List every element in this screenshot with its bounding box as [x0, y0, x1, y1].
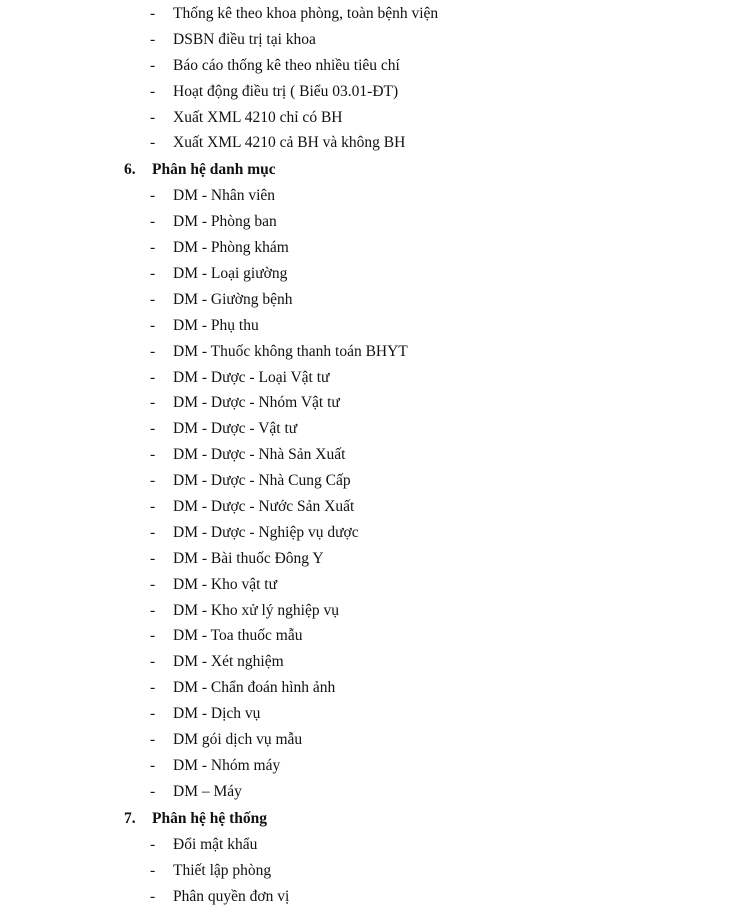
list-bullet-dash: -: [150, 239, 156, 257]
list-bullet-dash: -: [150, 498, 156, 516]
list-bullet-dash: -: [150, 265, 156, 283]
list-bullet-dash: -: [150, 523, 156, 541]
list-item: [0, 884, 750, 910]
list-bullet-dash: -: [150, 342, 156, 360]
list-item: [0, 339, 750, 365]
list-item-text: DM - Dược - Nước Sản Xuất: [173, 498, 355, 516]
list-item: [0, 520, 750, 546]
list-item: [0, 313, 750, 339]
list-item-text: DM - Chẩn đoán hình ảnh: [173, 679, 336, 697]
list-item: [0, 701, 750, 727]
list-bullet-dash: -: [150, 472, 156, 490]
list-item: [0, 1, 750, 27]
list-item-text: DM - Loại giường: [173, 265, 288, 283]
list-bullet-dash: -: [150, 575, 156, 593]
list-bullet-dash: -: [150, 134, 156, 152]
list-item-text: DM - Bài thuốc Đông Y: [173, 549, 324, 567]
list-item: [0, 598, 750, 624]
list-item-text: DM - Dược - Loại Vật tư: [173, 368, 330, 386]
list-item-text: Báo cáo thống kê theo nhiều tiêu chí: [173, 56, 400, 74]
list-item-text: DM - Phụ thu: [173, 316, 259, 334]
list-item: [0, 572, 750, 598]
list-item-text: Phân quyền đơn vị: [173, 887, 290, 905]
list-item-text: DM - Giường bệnh: [173, 290, 293, 308]
section-heading: [0, 805, 750, 832]
list-item: [0, 365, 750, 391]
list-item: [0, 183, 750, 209]
list-item-text: DM - Dược - Nhóm Vật tư: [173, 394, 340, 412]
list-bullet-dash: -: [150, 887, 156, 905]
section-number: 6.: [124, 161, 136, 179]
section-number: 7.: [124, 809, 136, 827]
list-item: [0, 27, 750, 53]
list-item: [0, 79, 750, 105]
list-bullet-dash: -: [150, 420, 156, 438]
list-item: [0, 675, 750, 701]
list-item: [0, 261, 750, 287]
list-item-text: DM - Dược - Nhà Cung Cấp: [173, 472, 351, 490]
list-item-text: DM - Xét nghiệm: [173, 653, 284, 671]
list-item: [0, 494, 750, 520]
list-item: [0, 468, 750, 494]
list-bullet-dash: -: [150, 756, 156, 774]
list-bullet-dash: -: [150, 368, 156, 386]
list-item-text: DM - Phòng khám: [173, 239, 289, 257]
list-item-text: DM - Dược - Vật tư: [173, 420, 298, 438]
list-item: [0, 858, 750, 884]
list-item: [0, 287, 750, 313]
list-bullet-dash: -: [150, 30, 156, 48]
list-item-text: Đổi mật khẩu: [173, 835, 258, 853]
list-item-text: Thiết lập phòng: [173, 861, 272, 879]
section-title: Phân hệ hệ thống: [152, 809, 267, 827]
list-item: [0, 623, 750, 649]
list-bullet-dash: -: [150, 187, 156, 205]
list-item-text: DM - Dịch vụ: [173, 705, 261, 723]
list-bullet-dash: -: [150, 549, 156, 567]
list-bullet-dash: -: [150, 5, 156, 22]
list-item-text: Hoạt động điều trị ( Biểu 03.01-ĐT): [173, 82, 399, 100]
list-bullet-dash: -: [150, 56, 156, 74]
list-item-text: DM - Thuốc không thanh toán BHYT: [173, 342, 408, 360]
list-item: [0, 130, 750, 156]
list-item-text: Thống kê theo khoa phòng, toàn bệnh viện: [173, 5, 439, 22]
list-item: [0, 53, 750, 79]
list-bullet-dash: -: [150, 835, 156, 853]
list-bullet-dash: -: [150, 653, 156, 671]
list-item: [0, 546, 750, 572]
list-item-text: DM - Dược - Nghiệp vụ dược: [173, 523, 359, 541]
section-heading: [0, 156, 750, 183]
list-item-text: DM - Nhân viên: [173, 187, 276, 205]
list-item-text: DM – Máy: [173, 782, 242, 800]
list-item: [0, 442, 750, 468]
list-bullet-dash: -: [150, 108, 156, 126]
list-item-text: DM - Dược - Nhà Sản Xuất: [173, 446, 346, 464]
list-bullet-dash: -: [150, 213, 156, 231]
list-item: [0, 235, 750, 261]
list-item-text: DM - Kho xử lý nghiệp vụ: [173, 601, 339, 619]
document-content: [0, 1, 750, 909]
list-item: [0, 779, 750, 805]
list-item: [0, 727, 750, 753]
list-item: [0, 832, 750, 858]
list-item-text: DM gói dịch vụ mẫu: [173, 731, 303, 749]
list-item-text: DM - Kho vật tư: [173, 575, 277, 593]
list-bullet-dash: -: [150, 679, 156, 697]
list-item-text: DSBN điều trị tại khoa: [173, 30, 316, 48]
list-item: [0, 753, 750, 779]
list-bullet-dash: -: [150, 290, 156, 308]
list-bullet-dash: -: [150, 446, 156, 464]
list-bullet-dash: -: [150, 601, 156, 619]
list-bullet-dash: -: [150, 731, 156, 749]
list-item-text: Xuất XML 4210 chỉ có BH: [173, 108, 343, 126]
list-item-text: DM - Toa thuốc mẫu: [173, 627, 303, 645]
list-item-text: DM - Phòng ban: [173, 213, 277, 231]
list-item: [0, 209, 750, 235]
list-bullet-dash: -: [150, 394, 156, 412]
list-item: [0, 105, 750, 131]
list-item: [0, 390, 750, 416]
list-item: [0, 649, 750, 675]
list-bullet-dash: -: [150, 627, 156, 645]
list-item-text: Xuất XML 4210 cả BH và không BH: [173, 134, 406, 152]
list-item: [0, 416, 750, 442]
list-bullet-dash: -: [150, 861, 156, 879]
list-bullet-dash: -: [150, 705, 156, 723]
list-item-text: DM - Nhóm máy: [173, 756, 281, 774]
list-bullet-dash: -: [150, 782, 156, 800]
list-bullet-dash: -: [150, 316, 156, 334]
section-title: Phân hệ danh mục: [152, 161, 276, 179]
list-bullet-dash: -: [150, 82, 156, 100]
